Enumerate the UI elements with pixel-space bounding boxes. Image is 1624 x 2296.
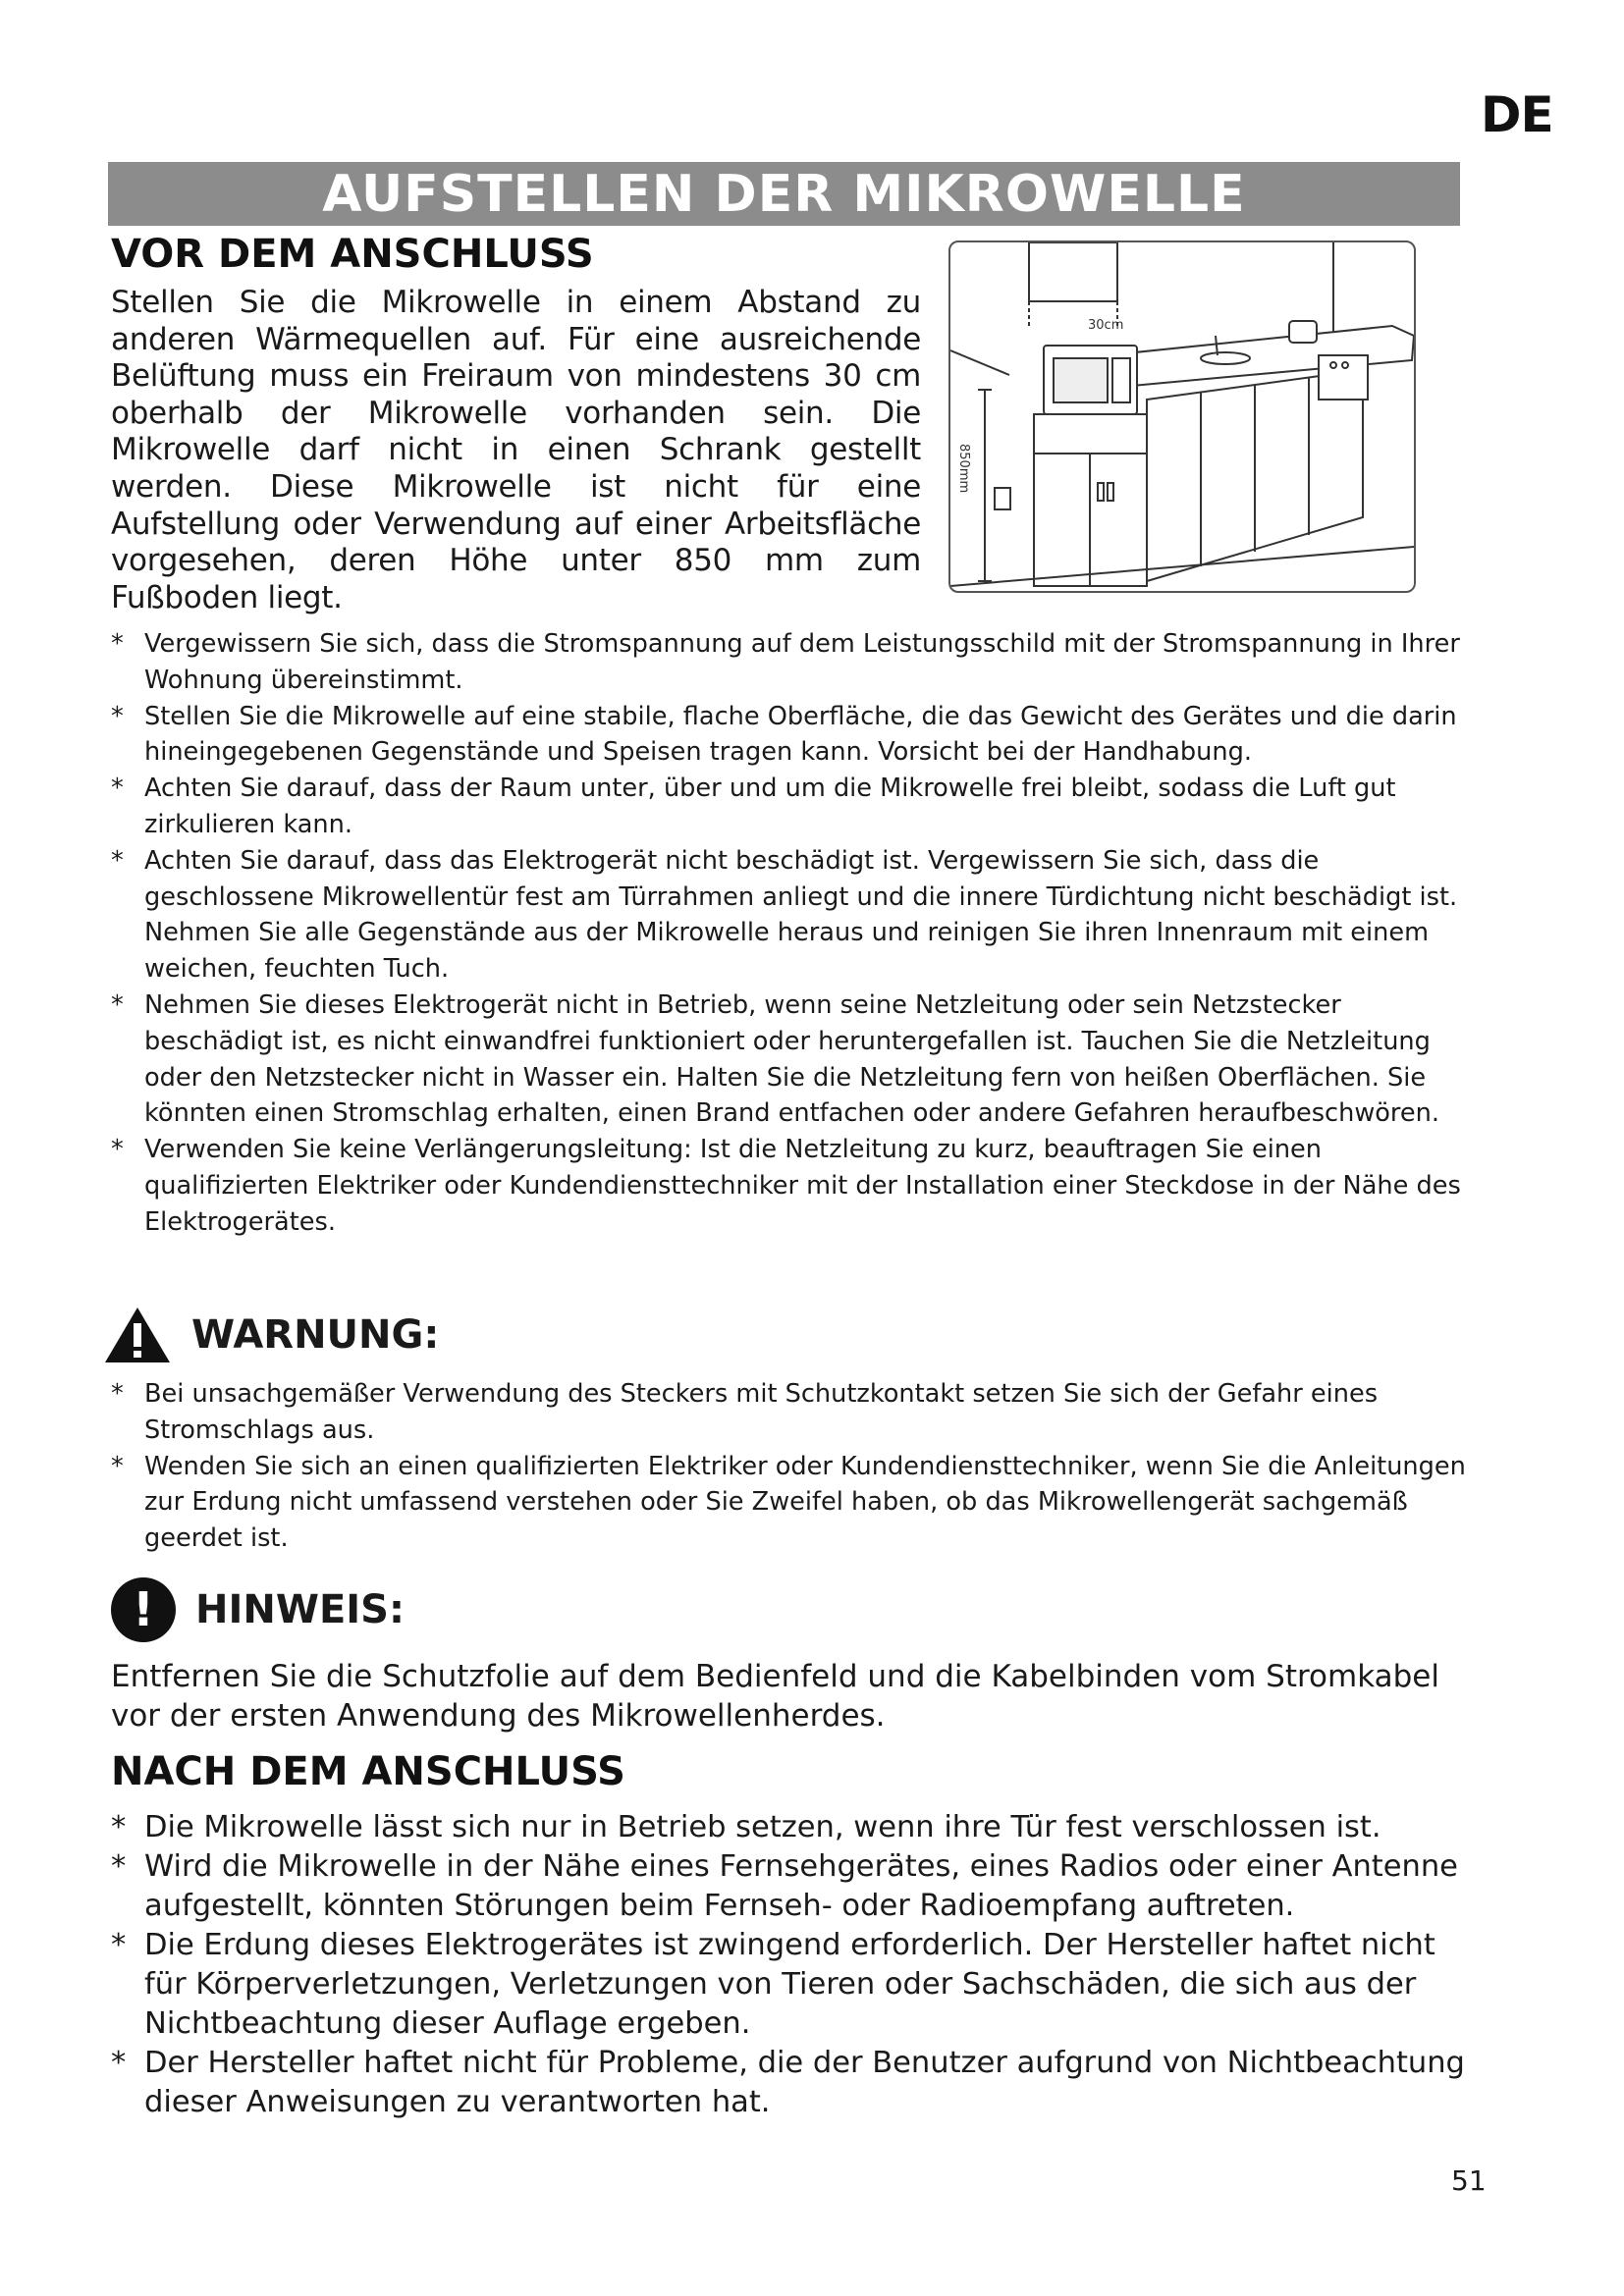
before-connection-list <box>111 626 1466 1241</box>
list-item: * Wird die Mikrowelle in der Nähe eines Fernsehgerätes, eines Radios oder einer Antenne aufgestellt, könnten Störungen beim Fernseh- oder Radioempfang auftreten. <box>111 1849 1458 1923</box>
bullet-marker: * <box>111 845 124 876</box>
warning-heading: WARNUNG: <box>191 1312 440 1358</box>
list-item: * Wenden Sie sich an einen qualifizierten Elektriker oder Kundendiensttechniker, wenn Sie die Anleitungen zur Erdung nicht umfassend verstehen oder Sie Zweifel haben, ob das Mikrowellengerät sachgemäß geerdet ist. <box>111 1449 1466 1557</box>
height-label: 850mm <box>956 444 971 494</box>
list-item: * Bei unsachgemäßer Verwendung des Steckers mit Schutzkontakt setzen Sie sich der Gefahr eines Stromschlags aus. <box>111 1376 1466 1449</box>
list-item: * Vergewissern Sie sich, dass die Stromspannung auf dem Leistungsschild mit der Stromspannung in Ihrer Wohnung übereinstimmt. <box>111 626 1466 699</box>
bullet-marker: * <box>111 1379 124 1409</box>
page-number: 51 <box>1451 2164 1487 2197</box>
section-heading-after-connection: NACH DEM ANSCHLUSS <box>111 1749 625 1794</box>
kitchen-installation-illustration <box>948 240 1416 593</box>
note-heading-row <box>111 1578 405 1641</box>
page-title: AUFSTELLEN DER MIKROWELLE <box>108 162 1460 226</box>
bullet-marker: * <box>111 629 124 659</box>
list-item: * Verwenden Sie keine Verlängerungsleitung: Ist die Netzleitung zu kurz, beauftragen Sie einen qualifizierten Elektriker oder Kundendiensttechniker mit der Installation einer Steckdose in der Nähe des Elektrogerätes. <box>111 1132 1466 1240</box>
list-item: * Stellen Sie die Mikrowelle auf eine stabile, flache Oberfläche, die das Gewicht des Gerätes und die darin hineingegebenen Gegenstände und Speisen tragen kann. Vorsicht bei der Handhabung. <box>111 699 1466 772</box>
warning-triangle-icon <box>103 1306 172 1364</box>
upper-cabinet <box>1029 242 1117 301</box>
list-item: * Nehmen Sie dieses Elektrogerät nicht in Betrieb, wenn seine Netzleitung oder sein Netzstecker beschädigt ist, es nicht einwandfrei funktioniert oder heruntergefallen ist. Tauchen Sie die Netzleitung oder den Netzstecker nicht in Wasser ein. Halten Sie die Netzleitung fern von heißen Oberflächen. Sie könnten einen Stromschlag erhalten, einen Brand entfachen oder andere Gefahren heraufbeschwören. <box>111 988 1466 1132</box>
bullet-marker: * <box>111 1810 127 1844</box>
warning-heading-row <box>103 1306 439 1364</box>
bullet-marker: * <box>111 989 124 1020</box>
bullet-marker: * <box>111 2046 127 2080</box>
clearance-label: 30cm <box>1088 318 1124 333</box>
exclamation-circle-icon: ! <box>111 1577 176 1642</box>
intro-paragraph: Stellen Sie die Mikrowelle in einem Abstand zu anderen Wärmequellen auf. Für eine ausreichende Belüftung muss ein Freiraum von mindestens 30 cm oberhalb der Mikrowelle vorhanden sein. Die Mikrowelle darf nicht in einen Schrank gestellt werden. Diese Mikrowelle ist nicht für eine Aufstellung oder Verwendung auf einer Arbeitsfläche vorgesehen, deren Höhe unter 850 mm zum Fußboden liegt. <box>111 285 921 615</box>
note-heading: HINWEIS: <box>195 1587 405 1632</box>
list-item: * Achten Sie darauf, dass der Raum unter, über und um die Mikrowelle frei bleibt, sodass die Luft gut zirkulieren kann. <box>111 771 1466 843</box>
list-item: * Achten Sie darauf, dass das Elektrogerät nicht beschädigt ist. Vergewissern Sie sich, dass die geschlossene Mikrowellentür fest am Türrahmen anliegt und die innere Türdichtung nicht beschädigt ist. Nehmen Sie alle Gegenstände aus der Mikrowelle heraus und reinigen Sie ihren Innenraum mit einem weichen, feuchten Tuch. <box>111 843 1466 988</box>
list-item: * Die Erdung dieses Elektrogerätes ist zwingend erforderlich. Der Hersteller haftet nicht für Körperverletzungen, Verletzungen von Tieren oder Sachschäden, die sich aus der Nichtbeachtung dieser Auflage ergeben. <box>111 1928 1435 2041</box>
kitchen-illustration-svg <box>950 242 1414 591</box>
bullet-marker: * <box>111 1928 127 1962</box>
after-connection-list <box>111 1808 1466 2122</box>
bullet-marker: * <box>111 1135 124 1165</box>
language-tag: DE <box>1481 86 1553 143</box>
bullet-marker: * <box>111 701 124 731</box>
bullet-marker: * <box>111 1451 124 1481</box>
section-heading-before-connection: VOR DEM ANSCHLUSS <box>111 232 594 277</box>
list-item: * Der Hersteller haftet nicht für Probleme, die der Benutzer aufgrund von Nichtbeachtung dieser Anweisungen zu verantworten hat. <box>111 2046 1465 2119</box>
warning-list <box>111 1376 1466 1557</box>
bullet-marker: * <box>111 1849 127 1884</box>
bullet-marker: * <box>111 774 124 804</box>
note-text: Entfernen Sie die Schutzfolie auf dem Bedienfeld und die Kabelbinden vom Stromkabel vor der ersten Anwendung des Mikrowellenherdes. <box>111 1659 1439 1734</box>
list-item: * Die Mikrowelle lässt sich nur in Betrieb setzen, wenn ihre Tür fest verschlossen ist. <box>111 1808 1466 1847</box>
